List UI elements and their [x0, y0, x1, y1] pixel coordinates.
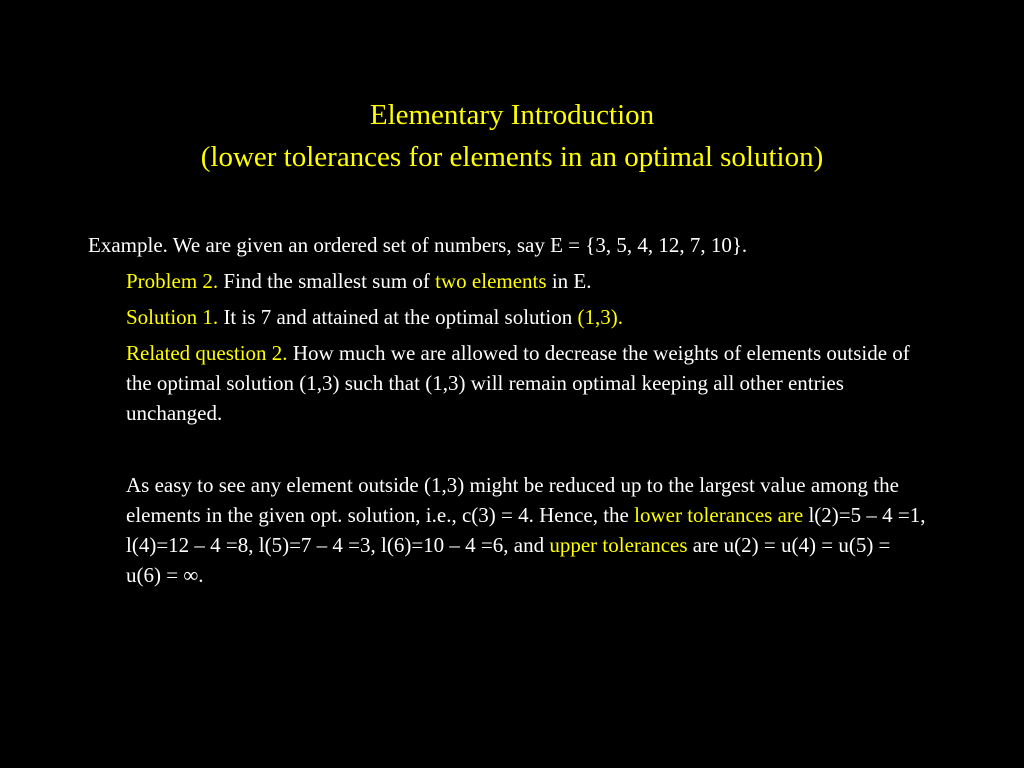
answer-paragraph [126, 470, 926, 590]
related-question-text: How much we are allowed to decrease the weights of elements outside of the optimal solution (1,3) such that (1,3) will remain optimal keeping all other entries unchanged. [126, 341, 910, 425]
upper-tolerances-label: upper tolerances [549, 533, 688, 557]
solution-paragraph [126, 302, 926, 332]
problem-text-2: in E. [546, 269, 592, 293]
title-line-1: Elementary Introduction [369, 99, 655, 131]
slide-title [0, 94, 1024, 178]
lower-tolerances-label: lower tolerances are [634, 503, 804, 527]
solution-text: It is 7 and attained at the optimal solution [218, 305, 578, 329]
slide-body [88, 230, 938, 596]
problem-paragraph [126, 266, 926, 296]
problem-text-1: Find the smallest sum of [218, 269, 436, 293]
related-question-paragraph [126, 338, 926, 428]
problem-highlight: two elements [435, 269, 547, 293]
answer-text-3: are u(2) = u(4) = u(5) = u(6) = ∞. [126, 533, 891, 587]
answer-text-1: As easy to see any element outside (1,3) might be reduced up to the largest value among the elements in the given opt. solution, i.e., c(3) = 4. Hence, the [126, 473, 899, 527]
solution-highlight: (1,3). [577, 305, 623, 329]
solution-label: Solution 1. [126, 305, 219, 329]
example-text: Example. We are given an ordered set of numbers, say E = {3, 5, 4, 12, 7, 10}. [88, 233, 748, 257]
related-question-label: Related question 2. [126, 341, 288, 365]
problem-label: Problem 2. [126, 269, 219, 293]
title-line-2: (lower tolerances for elements in an optimal solution) [200, 141, 824, 173]
spacer [88, 434, 938, 470]
answer-text-2: l(2)=5 – 4 =1, l(4)=12 – 4 =8, l(5)=7 – 4 =3, l(6)=10 – 4 =6, and [126, 503, 926, 557]
example-paragraph [88, 230, 938, 260]
